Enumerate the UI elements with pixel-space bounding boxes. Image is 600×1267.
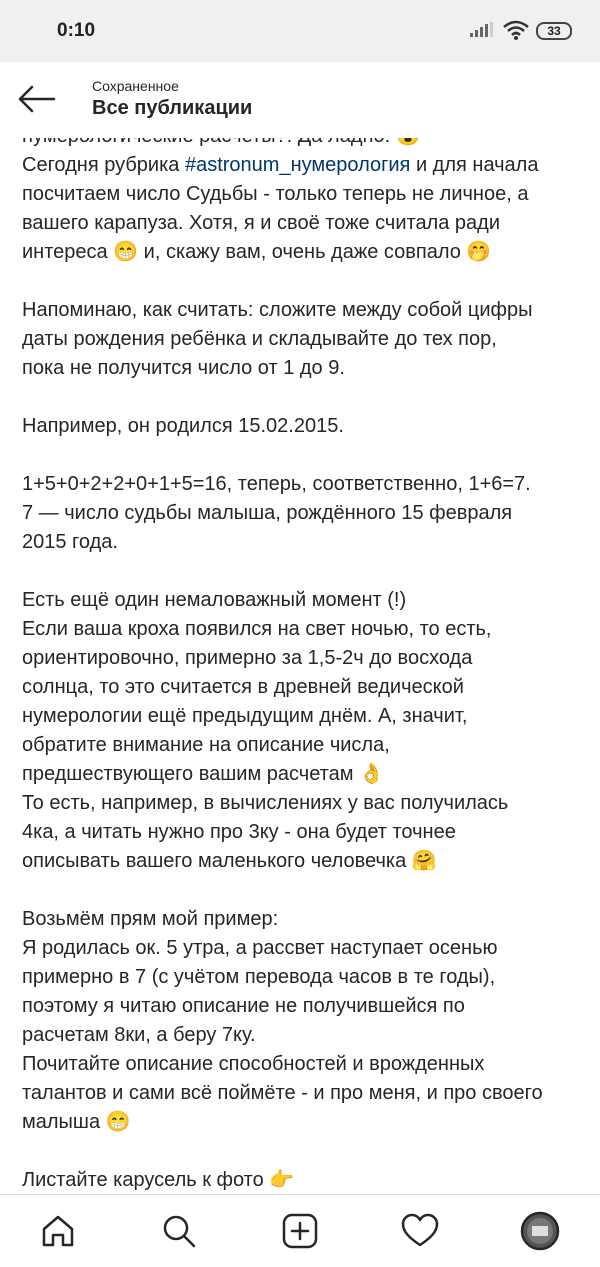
caption-line: ориентировочно, примерно за 1,5-2ч до восхода — [22, 647, 473, 669]
status-bar — [0, 0, 600, 62]
caption-line: Если ваша кроха появился на свет ночью, то есть, — [22, 618, 492, 640]
header-subtitle: Сохраненное — [92, 78, 179, 94]
caption-line: Я родилась ок. 5 утра, а рассвет наступает осенью — [22, 937, 498, 959]
post-content[interactable] — [0, 108, 600, 1194]
caption-line — [22, 267, 582, 296]
caption-line: даты рождения ребёнка и складывайте до тех пор, — [22, 328, 497, 350]
caption-line: примерно в 7 (с учётом перевода часов в те годы), — [22, 966, 496, 988]
caption-line: описывать вашего маленького человечка 🤗 — [22, 850, 437, 872]
profile-avatar-icon — [520, 1211, 560, 1251]
caption-line: обратите внимание на описание числа, — [22, 734, 390, 756]
caption-line: Листайте карусель к фото 👉 — [22, 1169, 295, 1191]
caption-line: посчитаем число Судьбы - только теперь не личное, а — [22, 183, 529, 205]
nav-profile[interactable] — [518, 1209, 562, 1253]
nav-new-post[interactable] — [278, 1209, 322, 1253]
caption-line: 2015 года. — [22, 531, 118, 553]
caption-line — [22, 876, 582, 905]
bottom-nav-bar — [0, 1194, 600, 1267]
wifi-icon — [503, 19, 529, 41]
caption-line: солнца, то это считается в древней ведической — [22, 676, 464, 698]
caption-line: То есть, например, в вычислениях у вас получилась — [22, 792, 509, 814]
header-title: Все публикации — [92, 97, 253, 119]
caption-line: талантов и сами всё поймёте - и про меня, и про своего — [22, 1082, 543, 1104]
caption-line: нумерологии ещё предыдущим днём. А, значит, — [22, 705, 468, 727]
top-header — [0, 62, 600, 138]
back-arrow-icon[interactable] — [14, 84, 58, 114]
hashtag-link[interactable]: #astronum_нумерология — [184, 154, 411, 176]
nav-home[interactable] — [36, 1209, 80, 1253]
caption-line: Например, он родился 15.02.2015. — [22, 415, 344, 437]
heart-icon — [400, 1211, 440, 1251]
caption-line: 7 — число судьбы малыша, рождённого 15 февраля — [22, 502, 513, 524]
caption-line: пока не получится число от 1 до 9. — [22, 357, 345, 379]
caption-line — [22, 557, 582, 586]
caption-line — [22, 383, 582, 412]
caption-line: предшествующего вашим расчетам 👌 — [22, 763, 384, 785]
caption-line: малыша 😁 — [22, 1111, 131, 1133]
caption-line: Почитайте описание способностей и врожденных — [22, 1053, 485, 1075]
signal-icon — [470, 22, 496, 38]
caption-line: Напоминаю, как считать: сложите между собой цифры — [22, 299, 533, 321]
caption-line: интереса 😁 и, скажу вам, очень даже совпало 🤭 — [22, 241, 492, 263]
caption-line — [22, 1137, 582, 1166]
caption-line: расчетам 8ки, а беру 7ку. — [22, 1024, 256, 1046]
caption-line: Возьмём прям мой пример: — [22, 908, 279, 930]
post-caption — [22, 122, 582, 1194]
caption-line: 1+5+0+2+2+0+1+5=16, теперь, соответственно, 1+6=7. — [22, 473, 531, 495]
nav-activity[interactable] — [398, 1209, 442, 1253]
nav-search[interactable] — [157, 1209, 201, 1253]
caption-line: Есть ещё один немаловажный момент (!) — [22, 589, 407, 611]
caption-line: вашего карапуза. Хотя, я и своё тоже считала ради — [22, 212, 500, 234]
caption-line — [22, 441, 582, 470]
caption-line: 4ка, а читать нужно про 3ку - она будет точнее — [22, 821, 456, 843]
caption-line: поэтому я читаю описание не получившейся по — [22, 995, 465, 1017]
new-post-icon — [280, 1211, 320, 1251]
battery-indicator: 33 — [536, 22, 572, 40]
home-icon — [38, 1211, 78, 1251]
search-icon — [159, 1211, 199, 1251]
caption-line-hashtag: Сегодня рубрика #astronum_нумерология и для начала — [22, 154, 539, 176]
status-time: 0:10 — [57, 20, 96, 41]
